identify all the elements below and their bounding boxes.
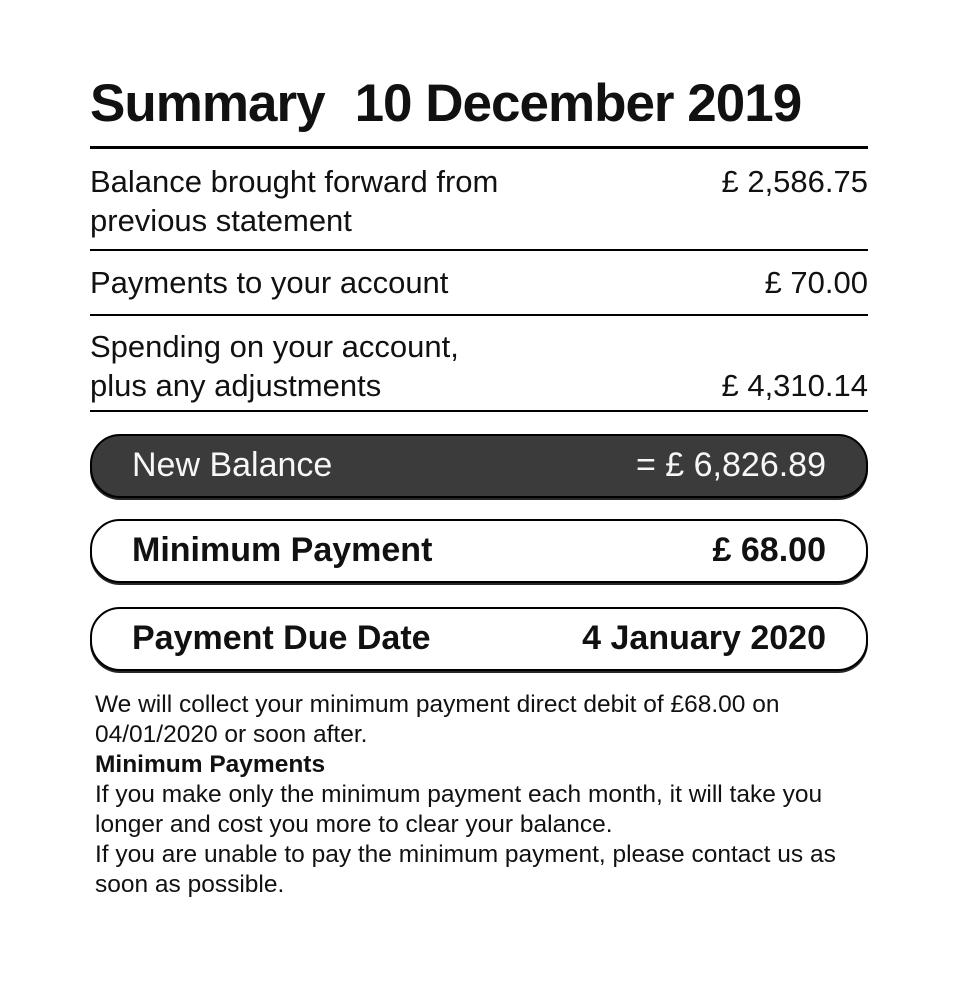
title-date: 10 December 2019 [354, 74, 802, 133]
title-heading: Summary [90, 74, 325, 133]
contact-note: If you are unable to pay the minimum payment, please contact us as soon as possible. [95, 840, 836, 898]
payment-due-date-box [90, 607, 868, 671]
statement-summary-page [90, 0, 868, 900]
row-label-line: Balance brought forward from [90, 163, 499, 199]
minimum-payments-note: If you make only the minimum payment each month, it will take you longer and cost you more to clear your balance. [95, 780, 823, 838]
row-label [90, 263, 448, 302]
direct-debit-note: We will collect your minimum payment direct debit of £68.00 on 04/01/2020 or soon after. [95, 690, 780, 748]
payment-due-date-label: Payment Due Date [132, 619, 431, 658]
row-amount: £ 4,310.14 [721, 367, 868, 403]
new-balance-value: = £ 6,826.89 [635, 446, 826, 485]
page-title [90, 76, 868, 149]
summary-row-spending [90, 316, 868, 412]
row-label-line: previous statement [90, 202, 352, 238]
notes-section [90, 690, 880, 900]
minimum-payments-heading: Minimum Payments [95, 750, 326, 778]
row-label [90, 162, 498, 240]
summary-row-payments [90, 251, 868, 316]
minimum-payment-label: Minimum Payment [132, 531, 433, 570]
row-label-line: Spending on your account, [90, 328, 459, 364]
summary-row-balance-brought-forward [90, 149, 868, 251]
row-label-line: plus any adjustments [90, 367, 382, 403]
minimum-payment-value: £ 68.00 [712, 531, 826, 570]
row-label-line: Payments to your account [90, 264, 449, 300]
new-balance-box [90, 434, 868, 498]
row-label [90, 327, 459, 405]
row-amount: £ 2,586.75 [721, 163, 868, 199]
new-balance-label: New Balance [132, 446, 333, 485]
row-amount: £ 70.00 [764, 264, 868, 300]
payment-due-date-value: 4 January 2020 [582, 619, 826, 658]
minimum-payment-box [90, 519, 868, 583]
